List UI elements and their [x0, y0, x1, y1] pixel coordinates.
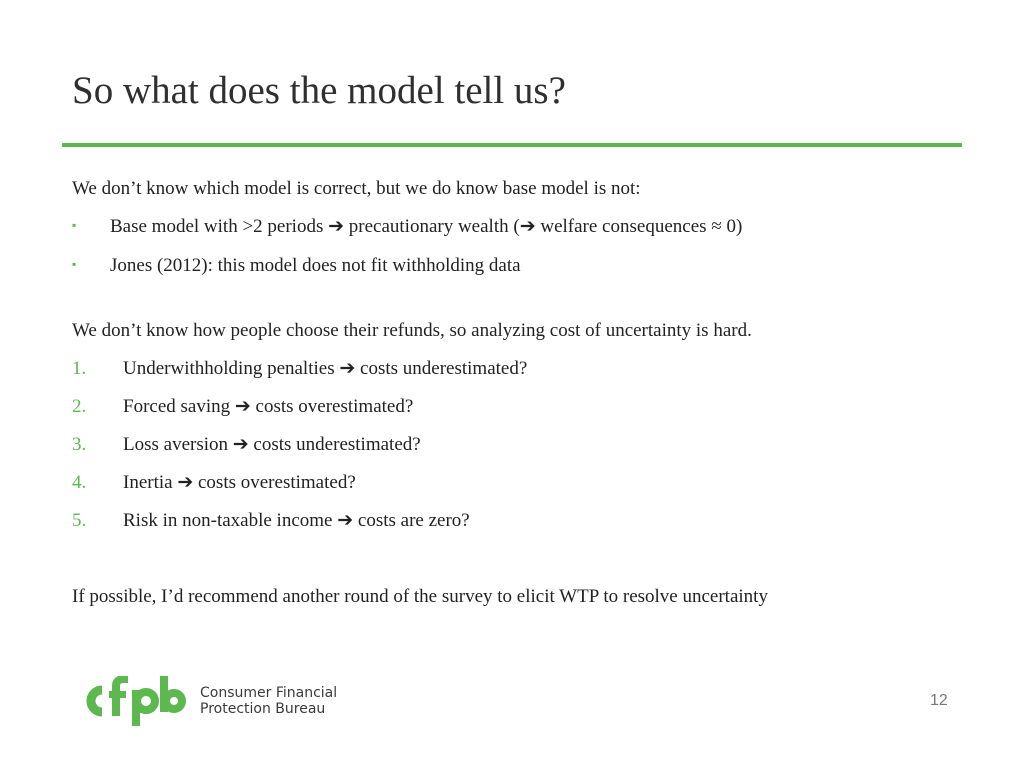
bullet-text: Base model with >2 periods ➔ precautionary wealth (➔ welfare consequences ≈ 0)	[110, 216, 743, 237]
bullet-item	[72, 214, 972, 241]
square-bullet-icon: ▪	[72, 257, 77, 271]
numbered-text: Forced saving ➔ costs overestimated?	[123, 396, 414, 417]
numbered-text: Risk in non-taxable income ➔ costs are zero?	[123, 510, 470, 531]
numbered-item	[72, 470, 972, 496]
bullet-item	[72, 253, 972, 280]
logo-line-1: Consumer Financial	[200, 685, 338, 701]
logo-wordmark	[200, 685, 337, 717]
page-number: 12	[930, 692, 948, 709]
numbered-item	[72, 432, 972, 458]
item-number: 3.	[72, 434, 87, 455]
slide-content	[72, 176, 972, 610]
cfpb-logo-mark-icon	[80, 676, 186, 726]
title-divider	[62, 143, 962, 147]
item-number: 4.	[72, 472, 87, 493]
item-number: 1.	[72, 358, 87, 379]
conclusion-paragraph: If possible, I’d recommend another round of the survey to elicit WTP to resolve uncertainty	[72, 586, 768, 607]
intro-paragraph-1: We don’t know which model is correct, but we do know base model is not:	[72, 178, 641, 199]
numbered-text: Loss aversion ➔ costs underestimated?	[123, 434, 421, 455]
numbered-item	[72, 508, 972, 534]
numbered-item	[72, 394, 972, 420]
numbered-text: Underwithholding penalties ➔ costs underestimated?	[123, 358, 528, 379]
bullet-text: Jones (2012): this model does not fit withholding data	[110, 255, 521, 276]
numbered-text: Inertia ➔ costs overestimated?	[123, 472, 356, 493]
item-number: 2.	[72, 396, 87, 417]
slide-title: So what does the model tell us?	[72, 69, 566, 112]
intro-paragraph-2: We don’t know how people choose their refunds, so analyzing cost of uncertainty is hard.	[72, 320, 752, 341]
square-bullet-icon: ▪	[72, 218, 77, 232]
numbered-item	[72, 356, 972, 382]
item-number: 5.	[72, 510, 87, 531]
logo-line-2: Protection Bureau	[200, 701, 326, 717]
cfpb-logo	[80, 676, 337, 726]
